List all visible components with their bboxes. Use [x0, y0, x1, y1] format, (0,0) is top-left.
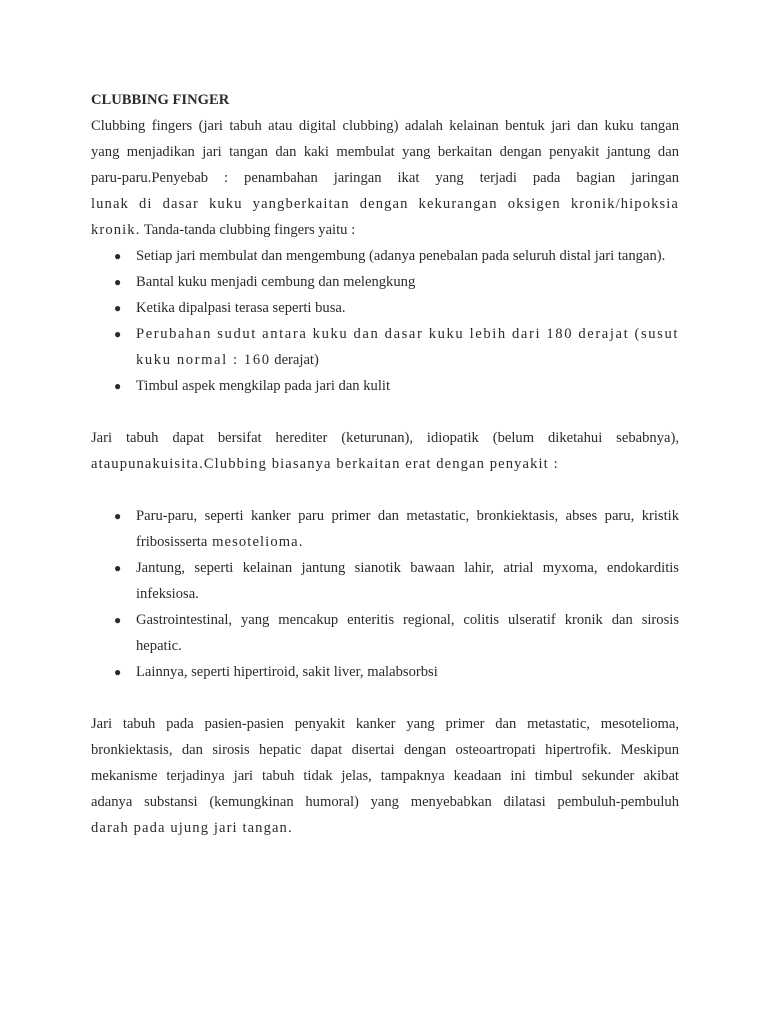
list-item: [91, 243, 679, 269]
causes-list: [91, 503, 679, 685]
list-item-text: Gastrointestinal, yang mencakup enteritis regional, colitis ulseratif kronik dan sirosis hepatic.: [136, 612, 679, 654]
document-body: [91, 87, 679, 841]
list-item-text: mesotelioma.: [207, 534, 304, 550]
bullet-icon: ●: [114, 665, 122, 679]
bullet-icon: ●: [114, 327, 122, 341]
list-item-text: Paru-paru, seperti kanker paru primer dan metastatic, bronkiektasis, abses paru, kristik fribosisserta: [136, 508, 679, 550]
bullet-icon: ●: [114, 561, 122, 575]
intro-paragraph: [91, 113, 679, 243]
intro-line: [91, 217, 679, 243]
list-item-text: Jantung, seperti kelainan jantung sianotik bawaan lahir, atrial myxoma, endokarditis infeksiosa.: [136, 560, 679, 602]
paragraph-line: bronkiektasis, dan sirosis hepatic dapat disertai dengan osteoartropati hipertrofik. Meskipun: [91, 742, 679, 758]
paragraph-line: [91, 451, 679, 477]
paragraph-line-part: Clubbing biasanya berkaitan erat dengan penyakit :: [203, 456, 559, 472]
intro-line-part: Tanda-tanda clubbing fingers yaitu :: [140, 222, 356, 238]
paragraph-line: Jari tabuh dapat bersifat herediter (keturunan), idiopatik (belum diketahui sebabnya),: [91, 430, 679, 446]
bullet-icon: ●: [114, 301, 122, 315]
paragraph-line: darah pada ujung jari tangan.: [91, 820, 293, 836]
causes-intro-paragraph: [91, 425, 679, 477]
list-item-text: Perubahan sudut antara kuku dan dasar kuku lebih dari 180 derajat (susut kuku normal : 160: [136, 326, 679, 368]
list-item: [91, 607, 679, 659]
list-item: [91, 503, 679, 555]
spacer: [91, 477, 679, 503]
signs-list: [91, 243, 679, 399]
list-item: [91, 555, 679, 607]
paragraph-line: mekanisme terjadinya jari tabuh tidak jelas, tampaknya keadaan ini timbul sekunder akibat: [91, 768, 679, 784]
intro-line: lunak di dasar kuku yangberkaitan dengan kekurangan oksigen kronik/hipoksia: [91, 196, 679, 212]
bullet-icon: ●: [114, 275, 122, 289]
bullet-icon: ●: [114, 379, 122, 393]
closing-paragraph: [91, 711, 679, 841]
paragraph-line: adanya substansi (kemungkinan humoral) yang menyebabkan dilatasi pembuluh-pembuluh: [91, 794, 679, 810]
bullet-icon: ●: [114, 509, 122, 523]
list-item: [91, 321, 679, 373]
list-item: [91, 373, 679, 399]
spacer: [91, 399, 679, 425]
list-item-text: Ketika dipalpasi terasa seperti busa.: [136, 300, 346, 316]
intro-line: Clubbing fingers (jari tabuh atau digital clubbing) adalah kelainan bentuk jari dan kuku tangan: [91, 118, 679, 134]
intro-line-part: kronik.: [91, 222, 141, 238]
bullet-icon: ●: [114, 613, 122, 627]
intro-line: paru-paru.Penyebab : penambahan jaringan ikat yang terjadi pada bagian jaringan: [91, 170, 679, 186]
list-item-text: derajat): [270, 352, 319, 368]
spacer: [91, 685, 679, 711]
list-item: [91, 295, 679, 321]
list-item: [91, 659, 679, 685]
paragraph-line: Jari tabuh pada pasien-pasien penyakit kanker yang primer dan metastatic, mesotelioma,: [91, 716, 679, 732]
bullet-icon: ●: [114, 249, 122, 263]
list-item-text: Lainnya, seperti hipertiroid, sakit liver, malabsorbsi: [136, 664, 438, 680]
list-item-text: Timbul aspek mengkilap pada jari dan kulit: [136, 378, 391, 394]
list-item-text: Bantal kuku menjadi cembung dan melengkung: [136, 274, 416, 290]
intro-line: yang menjadikan jari tangan dan kaki membulat yang berkaitan dengan penyakit jantung dan: [91, 144, 679, 160]
list-item: [91, 269, 679, 295]
paragraph-line-part: ataupunakuisita.: [91, 456, 204, 472]
list-item-text: Setiap jari membulat dan mengembung (adanya penebalan pada seluruh distal jari tangan).: [136, 248, 666, 264]
page-title: CLUBBING FINGER: [91, 92, 230, 108]
